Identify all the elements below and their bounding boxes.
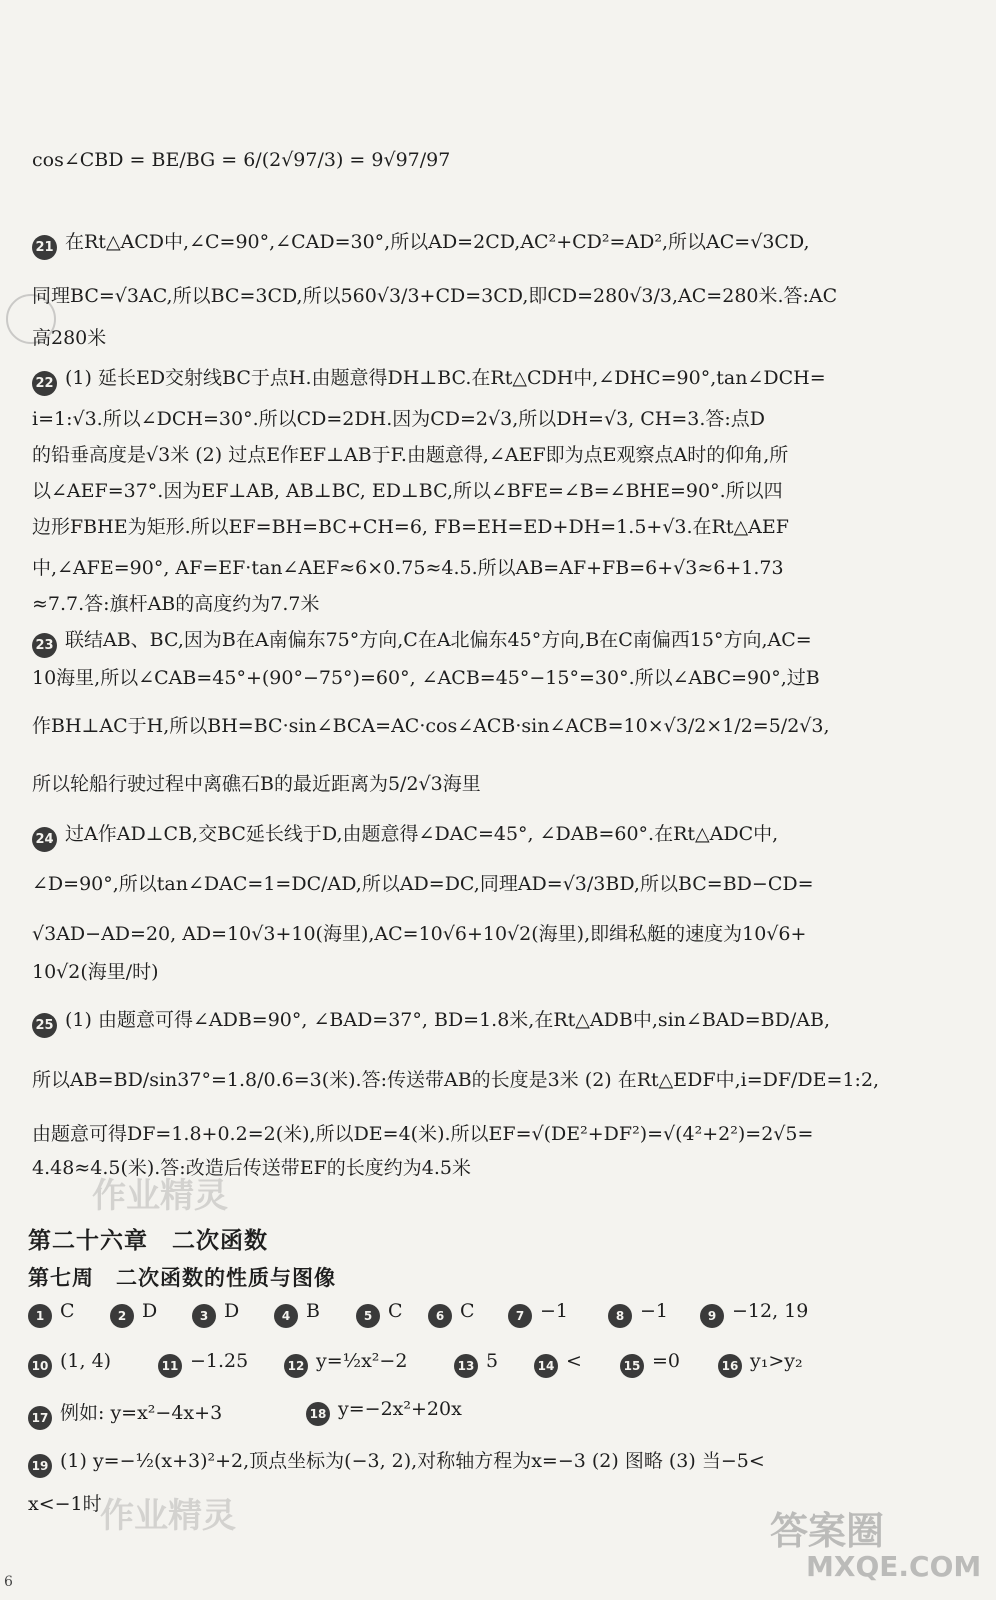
answer-number-badge: 16: [718, 1354, 742, 1378]
text-line: cos∠CBD = BE/BG = 6/(2√97/3) = 9√97/97: [32, 149, 451, 171]
answer-number-badge: 18: [306, 1402, 330, 1426]
text-line: 所以AB=BD/sin37°=1.8/0.6=3(米).答:传送带AB的长度是3米 (2) 在Rt△EDF中,i=DF/DE=1:2,: [32, 1069, 880, 1091]
answer-number-badge: 9: [700, 1304, 724, 1328]
text-line: 10√2(海里/时): [32, 961, 159, 983]
answer-number-badge: 6: [428, 1304, 452, 1328]
answer-item: 15 =0: [620, 1350, 680, 1378]
answer-number-badge: 12: [284, 1354, 308, 1378]
text-line: 所以轮船行驶过程中离礁石B的最近距离为5/2√3海里: [32, 773, 481, 795]
text-line: 4.48≈4.5(米).答:改造后传送带EF的长度约为4.5米: [32, 1157, 471, 1179]
answer-item: 14 <: [534, 1350, 582, 1378]
text-line: ∠D=90°,所以tan∠DAC=1=DC/AD,所以AD=DC,同理AD=√3/3BD,所以BC=BD−CD=: [32, 873, 814, 895]
answer-number-badge: 14: [534, 1354, 558, 1378]
watermark-text: 作业精灵: [100, 1496, 236, 1536]
answer-item: 8 −1: [608, 1300, 668, 1328]
answer-item: 17 例如: y=x²−4x+3: [28, 1398, 222, 1430]
chapter-title: 第二十六章 二次函数: [28, 1228, 268, 1254]
text-line: x<−1时: [28, 1493, 102, 1515]
answer-row: [28, 1446, 968, 1476]
answer-item: 12 y=½x²−2: [284, 1350, 407, 1378]
answer-number-badge: 13: [454, 1354, 478, 1378]
answer-number-badge: 8: [608, 1304, 632, 1328]
problem-number-badge: 24: [32, 827, 57, 852]
text-line: 同理BC=√3AC,所以BC=3CD,所以560√3/3+CD=3CD,即CD=280√3/3,AC=280米.答:AC: [32, 285, 838, 307]
text-line: 高280米: [32, 327, 107, 349]
text-line: 21 在Rt△ACD中,∠C=90°,∠CAD=30°,所以AD=2CD,AC²+CD²=AD²,所以AC=√3CD,: [32, 230, 962, 260]
answer-item: 10 (1, 4): [28, 1350, 111, 1378]
problem-number-badge: 21: [32, 235, 57, 260]
text-line: 的铅垂高度是√3米 (2) 过点E作EF⊥AB于F.由题意得,∠AEF即为点E观察点A时的仰角,所: [32, 444, 789, 466]
text-line: 边形FBHE为矩形.所以EF=BH=BC+CH=6, FB=EH=ED+DH=1.5+√3.在Rt△AEF: [32, 516, 789, 538]
answer-item: 2 D: [110, 1300, 157, 1328]
text-line: 10海里,所以∠CAB=45°+(90°−75°)=60°, ∠ACB=45°−15°=30°.所以∠ABC=90°,过B: [32, 667, 820, 689]
problem-number-badge: 23: [32, 633, 57, 658]
text-line: 23 联结AB、BC,因为B在A南偏东75°方向,C在A北偏东45°方向,B在C南偏西15°方向,AC=: [32, 628, 962, 658]
answer-number-badge: 19: [28, 1454, 52, 1478]
answer-item: 11 −1.25: [158, 1350, 248, 1378]
answer-item: 5 C: [356, 1300, 403, 1328]
text-line: ≈7.7.答:旗杆AB的高度约为7.7米: [32, 593, 320, 615]
text-line: 由题意可得DF=1.8+0.2=2(米),所以DE=4(米).所以EF=√(DE²+DF²)=√(4²+2²)=2√5=: [32, 1123, 814, 1145]
answer-number-badge: 4: [274, 1304, 298, 1328]
problem-number-badge: 22: [32, 371, 57, 396]
text-line: i=1:√3.所以∠DCH=30°.所以CD=2DH.因为CD=2√3,所以DH=√3, CH=3.答:点D: [32, 408, 766, 430]
answer-number-badge: 15: [620, 1354, 644, 1378]
answer-number-badge: 7: [508, 1304, 532, 1328]
answer-item: 9 −12, 19: [700, 1300, 808, 1328]
answer-number-badge: 1: [28, 1304, 52, 1328]
answer-number-badge: 11: [158, 1354, 182, 1378]
answer-item: 1 C: [28, 1300, 75, 1328]
answer-item: 16 y₁>y₂: [718, 1350, 803, 1378]
answer-item: 6 C: [428, 1300, 475, 1328]
page-number: 6: [4, 1574, 13, 1590]
answer-number-badge: 5: [356, 1304, 380, 1328]
answer-row: [28, 1398, 968, 1428]
watermark-text: 作业精灵: [92, 1176, 228, 1216]
watermark-text: 答案圈: [770, 1509, 885, 1553]
answer-item: 18 y=−2x²+20x: [306, 1398, 462, 1426]
answer-item: 13 5: [454, 1350, 498, 1378]
week-title: 第七周 二次函数的性质与图像: [28, 1266, 336, 1290]
watermark-text: MXQE.COM: [806, 1550, 982, 1583]
answer-item: 3 D: [192, 1300, 239, 1328]
text-line: 25 (1) 由题意可得∠ADB=90°, ∠BAD=37°, BD=1.8米,在Rt△ADB中,sin∠BAD=BD/AB,: [32, 1008, 962, 1038]
answer-item: 7 −1: [508, 1300, 568, 1328]
answer-row: [28, 1300, 968, 1330]
answer-number-badge: 2: [110, 1304, 134, 1328]
answer-row: [28, 1350, 968, 1380]
text-line: 22 (1) 延长ED交射线BC于点H.由题意得DH⊥BC.在Rt△CDH中,∠DHC=90°,tan∠DCH=: [32, 366, 962, 396]
text-line: √3AD−AD=20, AD=10√3+10(海里),AC=10√6+10√2(海里),即缉私艇的速度为10√6+: [32, 923, 807, 945]
answer-number-badge: 17: [28, 1406, 52, 1430]
text-line: 中,∠AFE=90°, AF=EF·tan∠AEF≈6×0.75≈4.5.所以AB=AF+FB=6+√3≈6+1.73: [32, 557, 784, 579]
text-line: 作BH⊥AC于H,所以BH=BC·sin∠BCA=AC·cos∠ACB·sin∠ACB=10×√3/2×1/2=5/2√3,: [32, 715, 830, 737]
answer-number-badge: 3: [192, 1304, 216, 1328]
text-line: 以∠AEF=37°.因为EF⊥AB, AB⊥BC, ED⊥BC,所以∠BFE=∠B=∠BHE=90°.所以四: [32, 480, 783, 502]
text-line: 24 过A作AD⊥CB,交BC延长线于D,由题意得∠DAC=45°, ∠DAB=60°.在Rt△ADC中,: [32, 822, 962, 852]
answer-number-badge: 10: [28, 1354, 52, 1378]
answer-item: 4 B: [274, 1300, 320, 1328]
answer-item: 19 (1) y=−½(x+3)²+2,顶点坐标为(−3, 2),对称轴方程为x=−3 (2) 图略 (3) 当−5<: [28, 1446, 765, 1478]
problem-number-badge: 25: [32, 1013, 57, 1038]
